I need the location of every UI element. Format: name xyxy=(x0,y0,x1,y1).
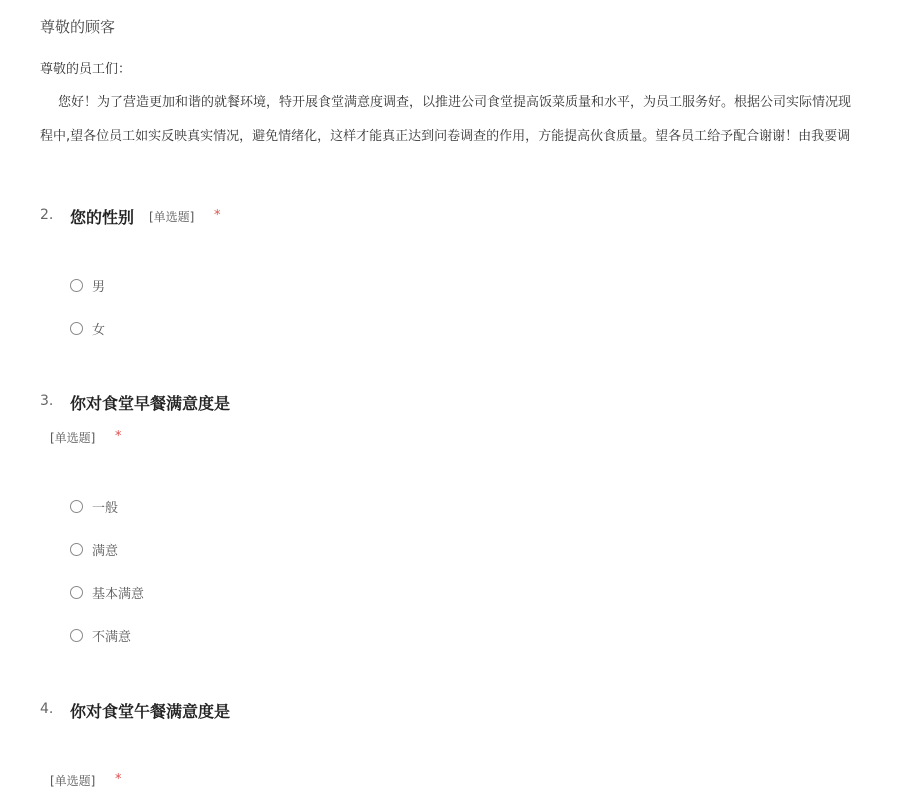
question-number: 4. xyxy=(40,701,54,717)
radio-option-satisfied[interactable] xyxy=(70,540,118,558)
required-marker: * xyxy=(214,208,221,223)
radio-option-dissatisfied[interactable] xyxy=(70,626,131,644)
question-title: 你对食堂午餐满意度是 xyxy=(70,702,231,721)
option-label: 基本满意 xyxy=(92,586,145,602)
page-title: 尊敬的顾客 xyxy=(40,18,116,36)
radio-option-average[interactable] xyxy=(70,497,118,515)
question-type-label: [单选题] xyxy=(50,774,96,788)
option-label: 一般 xyxy=(92,500,119,516)
intro-text-line-2: 程中,望各位员工如实反映真实情况，避免情绪化，这样才能真正达到问卷调查的作用，方能提高伙食质量。望各员工给予配合谢谢！由我要调 xyxy=(40,129,851,144)
question-number: 2. xyxy=(40,207,54,223)
radio-circle-icon[interactable] xyxy=(70,500,83,513)
required-marker: * xyxy=(115,429,122,444)
radio-circle-icon[interactable] xyxy=(70,322,83,335)
option-label: 不满意 xyxy=(92,629,132,645)
intro-text-line-1: 您好！为了营造更加和谐的就餐环境，特开展食堂满意度调查，以推进公司食堂提高饭菜质量和水平，为员工服务好。根据公司实际情况现 xyxy=(58,95,852,110)
radio-circle-icon[interactable] xyxy=(70,586,83,599)
radio-option-mostly-satisfied[interactable] xyxy=(70,583,144,601)
required-marker: * xyxy=(115,772,122,787)
intro-greeting: 尊敬的员工们： xyxy=(40,62,132,77)
question-title: 您的性别 xyxy=(70,208,135,227)
radio-option-male[interactable] xyxy=(70,276,105,294)
option-label: 女 xyxy=(92,322,106,338)
question-title: 你对食堂早餐满意度是 xyxy=(70,394,231,413)
radio-circle-icon[interactable] xyxy=(70,629,83,642)
option-label: 男 xyxy=(92,279,106,295)
question-type-label: [单选题] xyxy=(149,210,195,224)
radio-circle-icon[interactable] xyxy=(70,279,83,292)
radio-circle-icon[interactable] xyxy=(70,543,83,556)
question-number: 3. xyxy=(40,393,54,409)
radio-option-female[interactable] xyxy=(70,319,105,337)
question-type-label: [单选题] xyxy=(50,431,96,445)
option-label: 满意 xyxy=(92,543,119,559)
